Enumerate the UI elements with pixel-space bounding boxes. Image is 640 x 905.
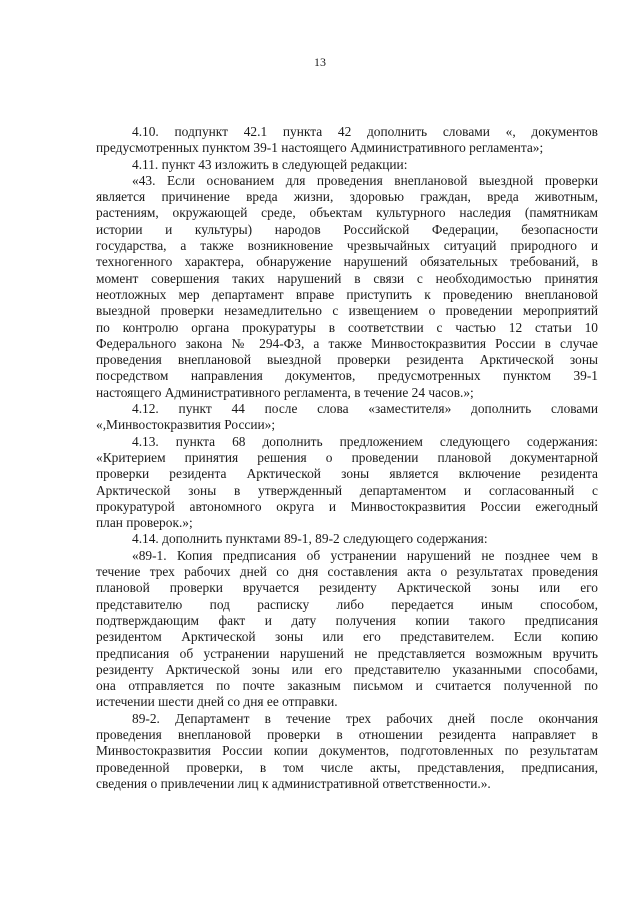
text-line: сведения о привлечении лиц к административной ответственности.». [96, 775, 491, 791]
text-line: является причинение вреда жизни, здоровью граждан, вреда животным, [96, 189, 598, 205]
paragraph [96, 711, 598, 792]
paragraph [96, 173, 598, 401]
text-line: Федерального закона № 294-ФЗ, а также Минвостокразвития России в случае [96, 335, 598, 351]
text-line: резидентом Арктической зоны или его представителем. Если копию [96, 629, 598, 645]
text-line: 4.11. пункт 43 изложить в следующей редакции: [132, 156, 408, 172]
text-line: «,Минвостокразвития России»; [96, 417, 276, 433]
text-line: проведения внеплановой проверки в отношении резидента направляет в [96, 726, 598, 742]
text-line: Арктической зоны в утвержденный департаментом и согласованный с [96, 482, 598, 498]
text-line: проведенной проверки, в том числе акты, представления, предписания, [96, 759, 598, 775]
text-line: «89-1. Копия предписания об устранении нарушений не позднее чем в [132, 547, 598, 563]
text-line: резиденту Арктической зоны или его представителю указанными способами, [96, 661, 598, 677]
text-line: предписания об устранении нарушений не представляется возможным вручить [96, 645, 598, 661]
text-line: 4.13. пункта 68 дополнить предложением следующего содержания: [132, 433, 598, 449]
text-line: техногенного характера, обнаружение нарушений обязательных требований, в [96, 254, 598, 270]
paragraph [96, 401, 598, 434]
text-line: она отправляется по почте заказным письмом и считается полученной по [96, 678, 598, 694]
text-line: неотложных мер департамент вправе приступить к проведению внеплановой [96, 286, 598, 302]
text-line: план проверок.»; [96, 515, 193, 531]
text-line: по контролю органа прокуратуры в соответствии с частью 12 статьи 10 [96, 319, 598, 335]
text-line: посредством направления документов, предусмотренных пунктом 39-1 [96, 368, 598, 384]
text-line: 4.12. пункт 44 после слова «заместителя» дополнить словами [132, 401, 598, 417]
paragraph [96, 548, 598, 711]
text-line: представителю под расписку либо передается иным способом, [96, 596, 598, 612]
text-line: истории и культуры) народов Российской Федерации, безопасности [96, 221, 598, 237]
page-number: 13 [314, 55, 326, 69]
text-line: «43. Если основанием для проведения внеплановой выездной проверки [132, 172, 598, 188]
text-line: 4.10. подпункт 42.1 пункта 42 дополнить словами «, документов [132, 124, 598, 139]
text-line: прокуратурой автономного округа и Минвостокразвития России ежегодный [96, 498, 598, 514]
paragraph [96, 434, 598, 532]
text-line: государства, а также возникновение чрезвычайных ситуаций природного и [96, 238, 598, 254]
text-line: 89-2. Департамент в течение трех рабочих дней после окончания [132, 710, 598, 726]
text-line: выездной проверки незамедлительно с извещением о проведении мероприятий [96, 303, 598, 319]
paragraph [96, 124, 598, 157]
paragraph [96, 157, 598, 173]
paragraph [96, 531, 598, 547]
text-line: проведения внеплановой выездной проверки резидента Арктической зоны [96, 352, 598, 368]
text-line: 4.14. дополнить пунктами 89-1, 89-2 следующего содержания: [132, 531, 488, 547]
text-line: истечении шести дней со дня ее отправки. [96, 694, 338, 710]
text-line: подтверждающим факт и дату получения копии такого предписания [96, 612, 598, 628]
text-line: плановой проверки вручается резиденту Арктической зоны или его [96, 580, 598, 596]
text-line: течение трех рабочих дней со дня составления акта о результатах проведения [96, 564, 598, 580]
text-line: момент совершения таких нарушений в связи с необходимостью принятия [96, 270, 598, 286]
text-line: предусмотренных пунктом 39-1 настоящего Административного регламента»; [96, 140, 544, 156]
text-line: растениям, окружающей среде, объектам культурного наследия (памятникам [96, 205, 598, 221]
text-line: настоящего Административного регламента, в течение 24 часов.»; [96, 384, 474, 400]
text-line: проверки резидента Арктической зоны является включение резидента [96, 466, 598, 482]
document-body [96, 124, 598, 792]
text-line: «Критерием принятия решения о проведении плановой документарной [96, 449, 598, 465]
text-line: Минвостокразвития России копии документов, подготовленных по результатам [96, 743, 598, 759]
